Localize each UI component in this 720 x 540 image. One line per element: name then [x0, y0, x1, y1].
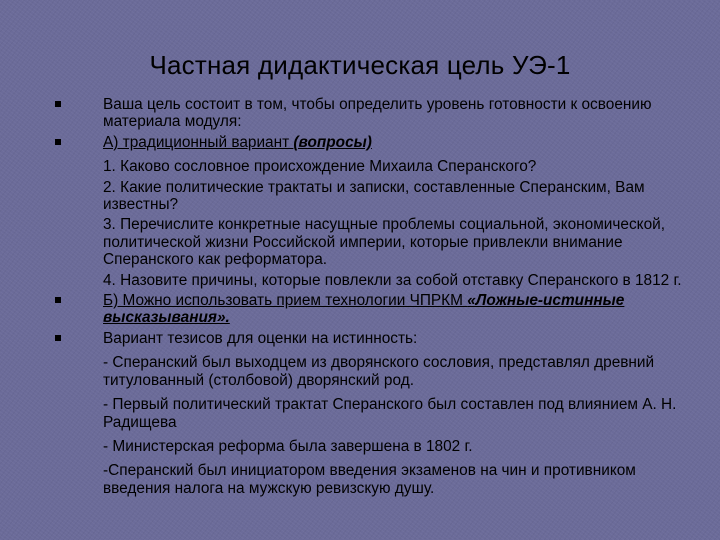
thesis-1: - Сперанский был выходцем из дворянского сословия, представлял древний титулованный (столбовой) дворянский род.	[103, 354, 655, 389]
thesis-2: - Первый политический трактат Сперанского был составлен под влиянием А. Н. Радищева	[103, 396, 677, 431]
technology-label	[103, 292, 685, 327]
bullet-theses	[55, 330, 685, 497]
bullet-goal	[55, 96, 685, 131]
question-4: 4. Назовите причины, которые повлекли за собой отставку Сперанского в 1812 г.	[103, 271, 682, 289]
square-bullet-icon	[55, 139, 61, 145]
technology-label-emphasis: «Ложные-истинные высказывания».	[103, 292, 625, 327]
technology-label-text: Б) Можно использовать прием технологии ЧПРКМ	[103, 292, 468, 310]
square-bullet-icon	[55, 297, 61, 303]
question-2: 2. Какие политические трактаты и записки, составленные Сперанским, Вам известны?	[103, 178, 645, 214]
traditional-label	[103, 134, 685, 151]
thesis-3: - Министерская реформа была завершена в 1802 г.	[103, 437, 473, 455]
goal-text: Ваша цель состоит в том, чтобы определить уровень готовности к освоению материала модуля:	[103, 96, 652, 131]
thesis-4: -Сперанский был инициатором введения экзаменов на чин и противником введения налога на мужскую ревизскую душу.	[103, 462, 636, 497]
theses-lead: Вариант тезисов для оценки на истинность:	[103, 329, 418, 347]
bullet-traditional	[55, 134, 685, 289]
bullet-list	[55, 96, 685, 497]
square-bullet-icon	[55, 101, 61, 107]
slide-title: Частная дидактическая цель УЭ-1	[149, 50, 571, 80]
traditional-label-text: А) традиционный вариант	[103, 133, 294, 151]
question-1: 1. Каково сословное происхождение Михаила Сперанского?	[103, 158, 537, 176]
bullet-technology	[55, 292, 685, 327]
question-3: 3. Перечислите конкретные насущные проблемы социальной, экономической, политической жизни Российской империи, которые привлекли внимание Сперанского как реформатора.	[103, 216, 666, 269]
traditional-label-emphasis: (вопросы)	[293, 133, 372, 151]
square-bullet-icon	[55, 335, 61, 341]
